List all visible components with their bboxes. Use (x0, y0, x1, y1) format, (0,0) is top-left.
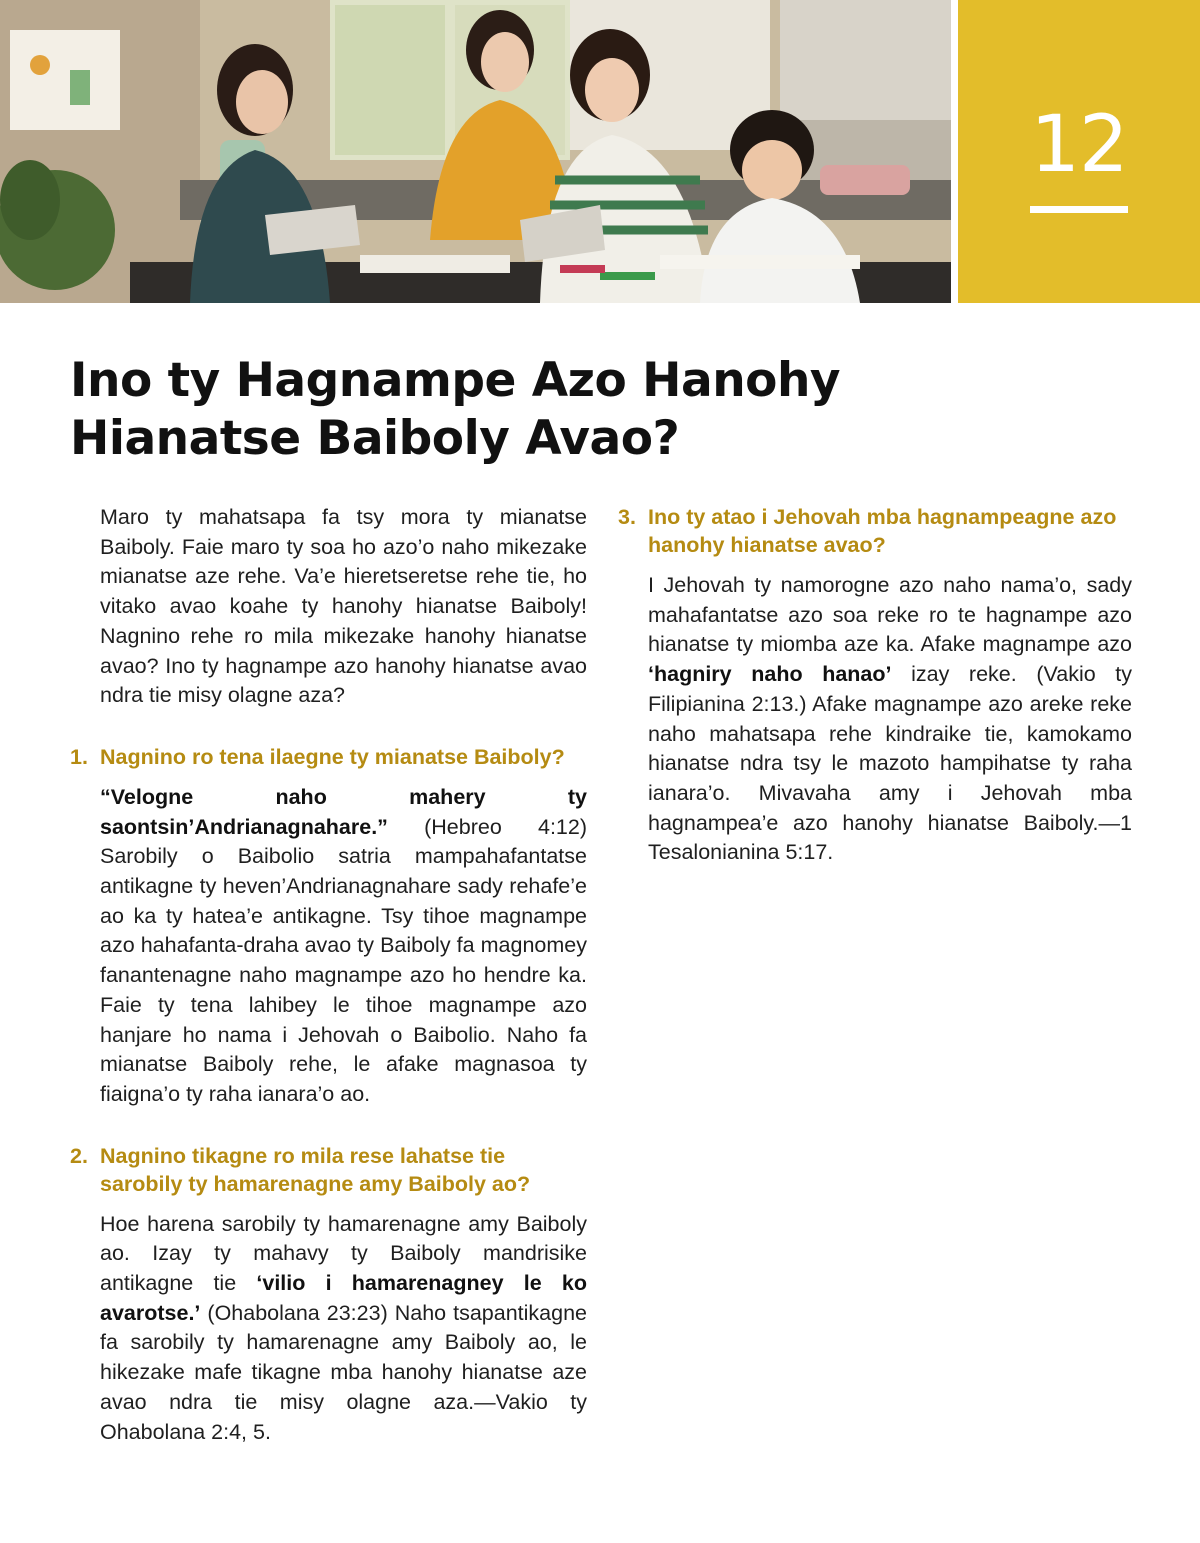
lesson-number-underline (1030, 206, 1128, 213)
bold-quote: ‘hagniry naho hanao’ (648, 662, 892, 687)
answer-paragraph (648, 571, 1132, 868)
question-number: 2. (70, 1143, 88, 1168)
question-text: Nagnino ro tena ilaegne ty mianatse Baiboly? (100, 744, 565, 769)
question-text: Nagnino tikagne ro mila rese lahatse tie sarobily ty hamarenagne amy Baiboly ao? (100, 1143, 531, 1196)
answer-text: I Jehovah ty namorogne azo naho nama’o, sady mahafantatse azo soa reke ro te hagnampe azo hianatse ty miomba aze ka. Afake magnampe azo (648, 573, 1132, 657)
lesson-number: 12 (1030, 100, 1128, 190)
answer-text: (Ohabolana 23:23) Naho tsapantikagne fa sarobily ty hamarenagne amy Baiboly ao, le hikezake mafe tikagne mba hanohy hianatse aze avao ndra tie misy olagne aza.—Vakio ty Ohabolana 2:4, 5. (100, 1300, 587, 1444)
question-heading (618, 503, 1132, 559)
question-number: 3. (618, 505, 636, 529)
answer-text: (Hebreo 4:12) Sarobily o Baibolio satria mampahafantatse antikagne ty heven’Andrianagnahare sady rehafe’e ao ka ty hatea’e antikagne. Tsy tihoe magnampe azo hahafanta-draha avao ty Baiboly fa magnomey fanantenagne naho magnampe azo ho hendre ka. Faie ty tena lahibey le tihoe magnampe azo hanjare ho nama i Jehovah o Baibolio. Naho fa mianatse Baiboly rehe, le afake magnasoa ty fiaigna’o ty raha ianara’o ao. (100, 814, 587, 1106)
answer-text: izay reke. (Vakio ty Filipianina 2:13.) Afake magnampe azo areke reke naho mahatsapa rehe kindraike tie, kamokamo hianatse ndra tsy le mazoto hampihatse ty raha ianara’o. Mivavaha amy i Jehovah mba hagnampea’e azo hanohy hianatse Baiboly.—1 Tesalonianina 5:17. (648, 662, 1132, 865)
lesson-number-box (958, 0, 1200, 303)
question-text: Ino ty atao i Jehovah mba hagnampeagne azo hanohy hianatse avao? (648, 505, 1117, 557)
question-heading (70, 743, 587, 771)
left-column (70, 503, 587, 1447)
question-heading (70, 1142, 587, 1198)
page-title: Ino ty Hagnampe Azo Hanohy Hianatse Baiboly Avao? (70, 353, 841, 466)
answer-text: Hoe harena sarobily ty hamarenagne amy Baiboly ao. Izay ty mahavy ty Baiboly mandrisike antikagne tie (100, 1211, 587, 1296)
answer-paragraph (100, 1210, 587, 1448)
intro-paragraph: Maro ty mahatsapa fa tsy mora ty mianatse Baiboly. Faie maro ty soa ho azo’o naho mikezake mianatse aze rehe. Va’e hieretseretse rehe tie, ho vitako avao koahe ty hanohy hianatse Baiboly! Nagnino rehe ro mila mikezake hanohy hianatse avao? Ino ty hagnampe azo hanohy hianatse avao ndra tie misy olagne aza? (100, 505, 587, 708)
right-column (618, 503, 1132, 868)
bold-quote: “Velogne naho mahery ty saontsin’Andrianagnahare.” (100, 784, 587, 839)
header-photo (0, 0, 951, 303)
question-number: 1. (70, 744, 88, 769)
answer-paragraph (100, 783, 587, 1110)
bold-quote: ‘vilio i hamarenagney le ko avarotse.’ (100, 1271, 587, 1325)
